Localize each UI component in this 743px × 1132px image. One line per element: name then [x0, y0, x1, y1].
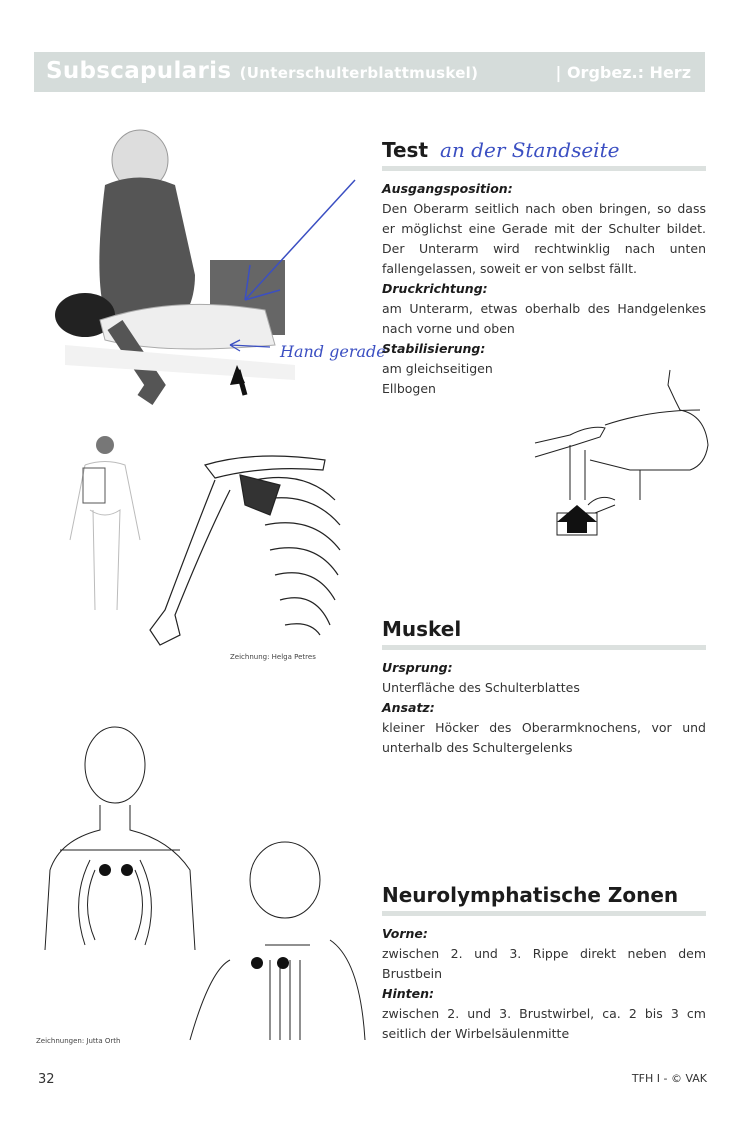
zone-point-back-right [277, 957, 289, 969]
body-outline-figure [70, 436, 140, 610]
text-ursprung: Unterfläche des Schulterblattes [382, 680, 580, 695]
annotation-arrow [245, 180, 355, 300]
label-hinten: Hinten: [382, 986, 434, 1001]
text-vorne: zwischen 2. und 3. Rippe direkt neben dem Brustbein [382, 946, 706, 981]
test-heading-text: Test [382, 138, 429, 162]
copyright: TFH I - © VAK [631, 1072, 707, 1085]
label-ansatz: Ansatz: [382, 700, 435, 715]
zones-section [382, 883, 706, 1044]
handwritten-note: an der Standseite [440, 138, 620, 162]
test-heading [382, 138, 706, 171]
shoulder-skeleton [150, 456, 340, 645]
label-ausgangsposition: Ausgangsposition: [382, 181, 513, 196]
muscle-section [382, 617, 706, 758]
label-vorne: Vorne: [382, 926, 428, 941]
title-main: Subscapularis [46, 58, 232, 84]
anatomy-drawing [55, 430, 355, 660]
zones-heading: Neurolymphatische Zonen [382, 883, 706, 916]
text-hinten: zwischen 2. und 3. Brustwirbel, ca. 2 bis 3 cm seitlich der Wirbelsäulenmitte [382, 1006, 706, 1041]
title-subtitle: (Unterschulterblattmuskel) [239, 64, 479, 82]
page-number: 32 [38, 1072, 55, 1087]
photo-note: Hand gerade [280, 342, 386, 361]
muscle-title [46, 58, 478, 84]
zones-credit: Zeichnungen: Jutta Orth [36, 1037, 121, 1045]
organ-reference: | Orgbez.: Herz [555, 63, 691, 82]
page-header [34, 52, 705, 92]
label-stabilisierung: Stabilisierung: [382, 341, 486, 356]
test-section [382, 138, 706, 399]
neurolymphatic-zones-drawing [30, 720, 370, 1050]
text-stabilisierung: am gleichseitigen Ellbogen [382, 361, 493, 396]
anatomy-credit: Zeichnung: Helga Petres [230, 653, 316, 661]
region-box [83, 468, 105, 503]
label-druckrichtung: Druckrichtung: [382, 281, 488, 296]
text-ausgangsposition: Den Oberarm seitlich nach oben bringen, so dass er möglichst eine Gerade mit der Schulter bildet. Der Unterarm wird rechtwinklig nach unten fallengelassen, soweit er von selbst fällt. [382, 201, 706, 276]
zone-point-front-left [99, 864, 111, 876]
text-ansatz: kleiner Höcker des Oberarmknochens, vor und unterhalb des Schultergelenks [382, 720, 706, 755]
test-photo [45, 125, 386, 415]
label-ursprung: Ursprung: [382, 660, 453, 675]
text-druckrichtung: am Unterarm, etwas oberhalb des Handgelenkes nach vorne und oben [382, 301, 706, 336]
zone-point-back-left [251, 957, 263, 969]
test-position-drawing [530, 365, 715, 560]
zone-point-front-right [121, 864, 133, 876]
muscle-heading: Muskel [382, 617, 706, 650]
